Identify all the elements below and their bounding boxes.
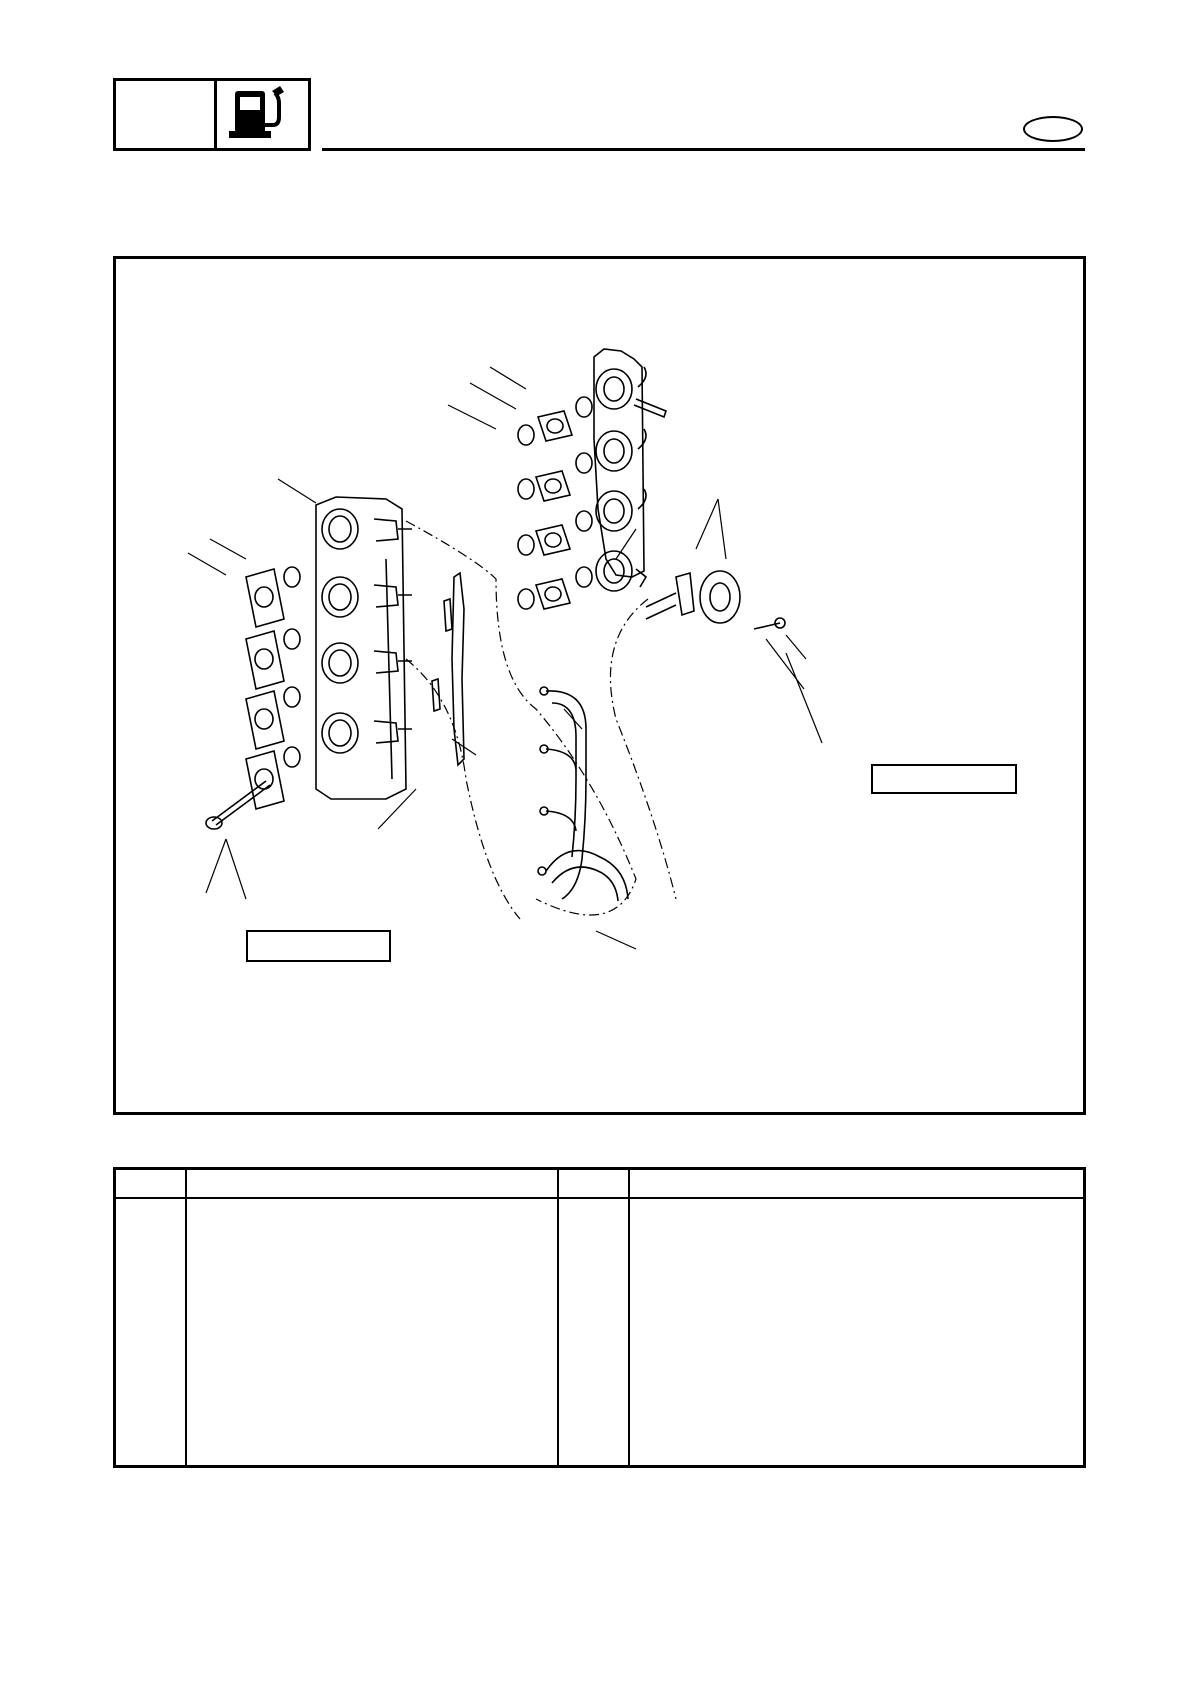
carburetor-assembly <box>316 497 412 799</box>
parts-table <box>113 1167 1086 1468</box>
hose-clips <box>538 687 548 875</box>
fuel-system-icon-box <box>214 78 311 151</box>
callout-box-2 <box>246 930 391 962</box>
link-rod <box>432 573 464 765</box>
parts-table-header <box>116 1170 1083 1199</box>
fuel-enrichment-valve <box>646 571 740 623</box>
exploded-diagram-frame <box>113 256 1086 1115</box>
header-rule <box>322 148 1085 151</box>
table-divider-2 <box>557 1170 559 1465</box>
exploded-diagram <box>116 259 1083 1112</box>
fuel-hoses <box>546 691 628 901</box>
manifold-gaskets <box>518 397 592 609</box>
language-badge <box>1023 116 1083 142</box>
carburetor-gaskets <box>246 567 300 809</box>
section-number-box <box>113 78 217 151</box>
callout-box-1 <box>871 764 1017 794</box>
fuel-pump-icon <box>217 81 308 148</box>
table-divider-3 <box>628 1170 630 1465</box>
assembly-guide-lines <box>406 521 676 919</box>
valve-bracket-screw <box>754 618 785 629</box>
intake-manifold <box>594 349 666 591</box>
table-divider-1 <box>185 1170 187 1465</box>
